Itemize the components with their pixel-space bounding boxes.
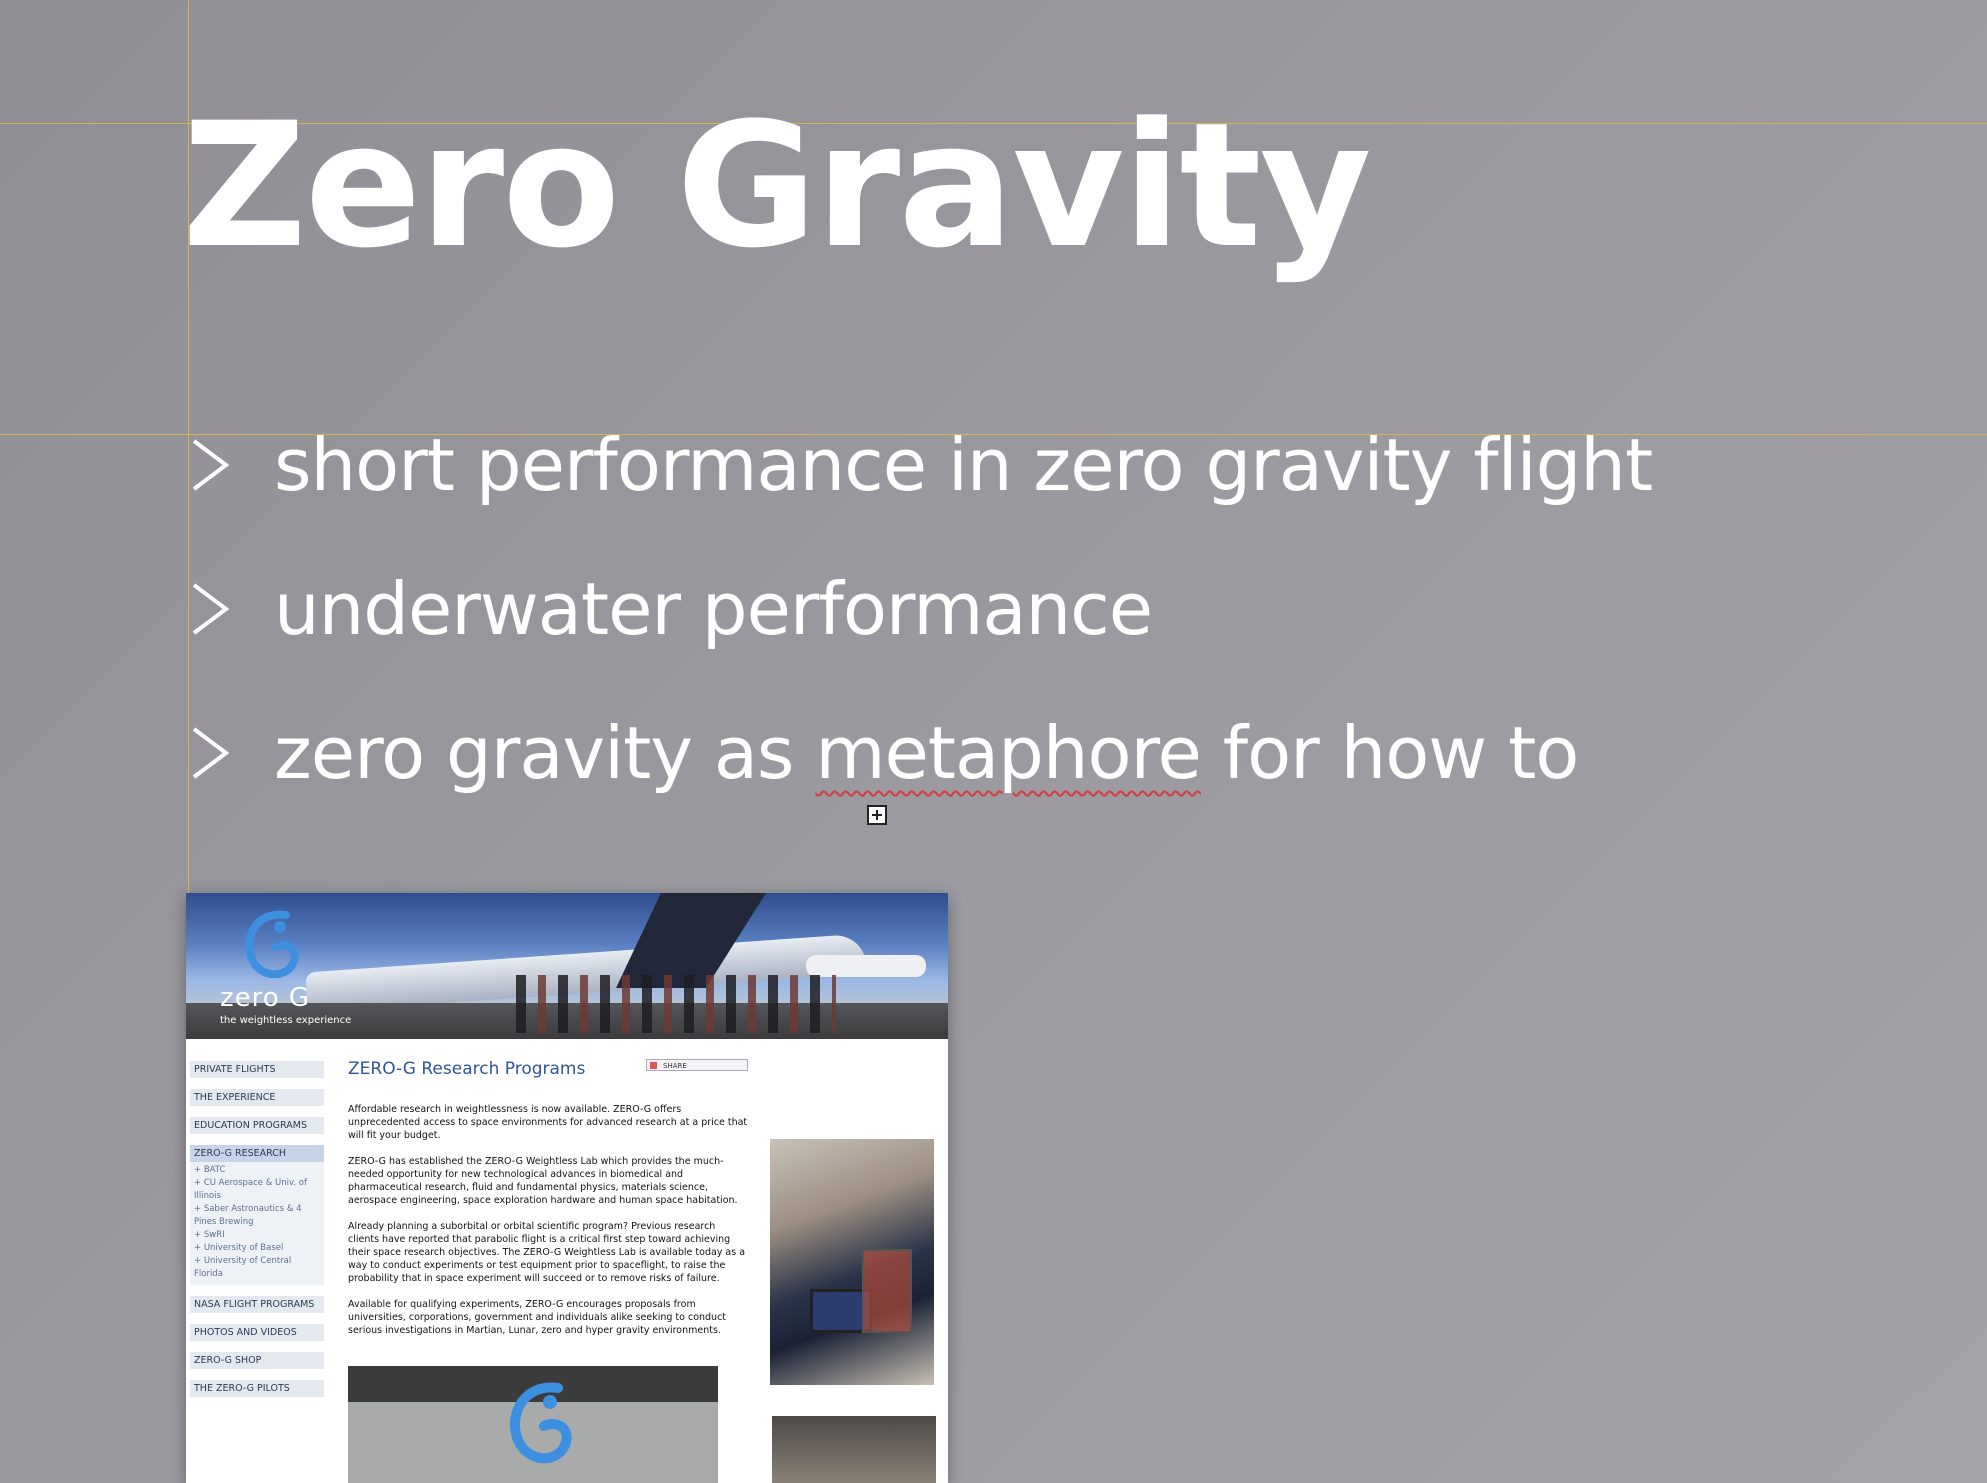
body-paragraph: Already planning a suborbital or orbital scientific program? Previous research clients have reported that parabolic flight is a critical first step toward achieving their space research objectives. The ZERO-G Weightless Lab is available today as a way to conduct experiments or test equipment prior to spaceflight, to raise the probability that in space experiment will succeed or to remove risks of failure. xyxy=(348,1221,746,1284)
website-banner xyxy=(186,893,948,1039)
subnav-item-university-of-central-florida[interactable]: + University of Central Florida xyxy=(194,1256,292,1279)
chevron-bullet-icon xyxy=(188,435,232,495)
embedded-website-screenshot[interactable] xyxy=(186,893,948,1483)
research-lab-photo xyxy=(770,1139,934,1385)
nav-item-zero-g-research[interactable]: ZERO-G RESEARCH xyxy=(190,1145,324,1162)
bullet-text-part: zero gravity as xyxy=(274,711,816,795)
subnav-item-saber-astronautics[interactable]: + Saber Astronautics & 4 Pines Brewing xyxy=(194,1204,302,1227)
body-paragraph: Available for qualifying experiments, ZERO-G encourages proposals from universities, corporations, government and individuals alike seeking to conduct serious investigations in Martian, Lunar, zero and hyper gravity environments. xyxy=(348,1299,727,1336)
subnav-item-batc[interactable]: + BATC xyxy=(194,1165,226,1175)
bullet-item-1[interactable] xyxy=(188,420,1652,510)
subnav-item-university-of-basel[interactable]: + University of Basel xyxy=(194,1243,284,1253)
slide-title[interactable]: Zero Gravity xyxy=(182,85,1370,286)
body-paragraph: Affordable research in weightlessness is now available. ZERO-G offers unprecedented access to space environments for advanced research at a price that will fit your budget. xyxy=(348,1104,748,1141)
nav-item-photos-and-videos[interactable]: PHOTOS AND VIDEOS xyxy=(190,1324,324,1341)
logo-text: zero G xyxy=(220,983,311,1013)
bullet-item-2[interactable] xyxy=(188,564,1152,654)
website-sidebar-nav xyxy=(190,1061,324,1408)
bullet-text xyxy=(274,711,1578,795)
website-body-text xyxy=(348,1103,748,1350)
bullet-text: underwater performance xyxy=(274,567,1152,651)
nav-item-the-experience[interactable]: THE EXPERIENCE xyxy=(190,1089,324,1106)
body-paragraph: ZERO-G has established the ZERO-G Weightless Lab which provides the much-needed opportunity for new technological advances in biomedical and pharmaceutical research, fluid and fundamental physics, materials science, aerospace engineering, space exploration hardware and human space habitation. xyxy=(348,1156,738,1206)
nav-item-nasa-flight-programs[interactable]: NASA FLIGHT PROGRAMS xyxy=(190,1296,324,1313)
share-button[interactable]: SHARE xyxy=(646,1059,748,1071)
nav-item-zero-g-pilots[interactable]: THE ZERO-G PILOTS xyxy=(190,1380,324,1397)
website-page-heading: ZERO-G Research Programs xyxy=(348,1059,586,1079)
logo-tagline: the weightless experience xyxy=(220,1015,352,1026)
bullet-text-part: for how to xyxy=(1200,711,1579,795)
subnav-item-swri[interactable]: + SwRI xyxy=(194,1230,225,1240)
video-thumbnail[interactable] xyxy=(348,1366,718,1483)
research-subnav xyxy=(190,1162,324,1285)
zero-g-logo-icon xyxy=(498,1378,578,1478)
subnav-item-cu-aerospace[interactable]: + CU Aerospace & Univ. of Illinois xyxy=(194,1178,307,1201)
experiment-rig-image xyxy=(862,1249,912,1333)
zero-g-logo-icon xyxy=(236,907,304,989)
cabin-photo xyxy=(772,1416,936,1483)
bullet-text: short performance in zero gravity flight xyxy=(274,423,1653,507)
misspelled-word[interactable]: metaphore xyxy=(815,711,1201,795)
add-row-handle-icon[interactable] xyxy=(867,805,887,825)
chevron-bullet-icon xyxy=(188,723,232,783)
chevron-bullet-icon xyxy=(188,579,232,639)
nav-item-zero-g-shop[interactable]: ZERO-G SHOP xyxy=(190,1352,324,1369)
crowd-image xyxy=(516,975,836,1033)
nav-item-education-programs[interactable]: EDUCATION PROGRAMS xyxy=(190,1117,324,1134)
nav-item-private-flights[interactable]: PRIVATE FLIGHTS xyxy=(190,1061,324,1078)
background-airplane-image xyxy=(806,955,926,977)
bullet-item-3[interactable] xyxy=(188,708,1578,798)
